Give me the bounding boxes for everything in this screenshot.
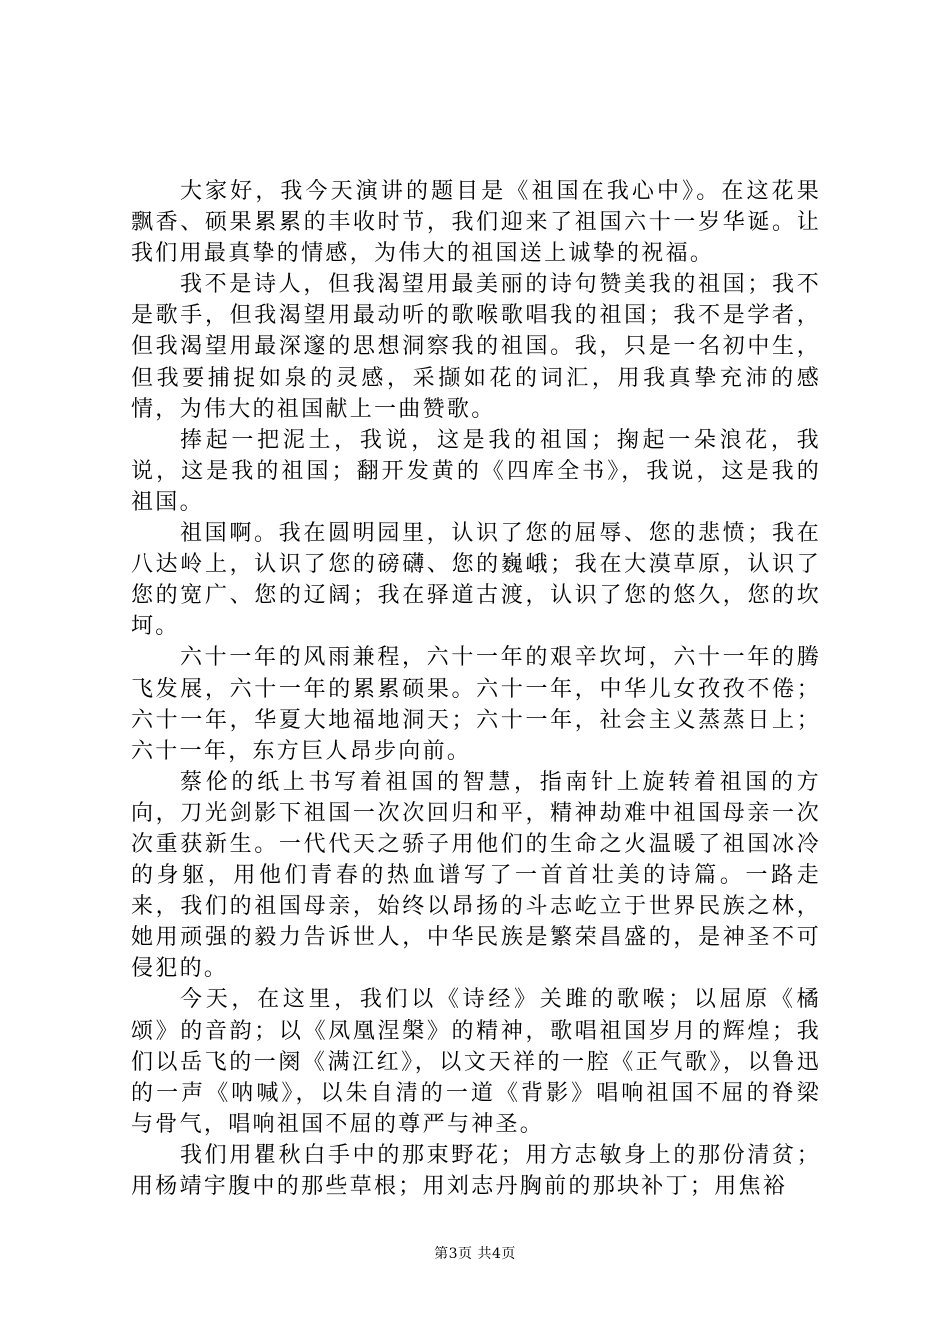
paragraph-1: 大家好，我今天演讲的题目是《祖国在我心中》。在这花果飘香、硕果累累的丰收时节，我们迎来了祖国六十一岁华诞。让我们用最真挚的情感，为伟大的祖国送上诚挚的祝福。 [131,179,821,267]
paragraph-7: 今天，在这里，我们以《诗经》关雎的歌喉；以屈原《橘颂》的音韵；以《凤凰涅槃》的精神，歌唱祖国岁月的辉煌；我们以岳飞的一阕《满江红》，以文天祥的一腔《正气歌》，以鲁迅的一声《呐喊》，以朱自清的一道《背影》唱响祖国不屈的脊梁与骨气，唱响祖国不屈的尊严与神圣。 [131,987,821,1137]
paragraph-6: 蔡伦的纸上书写着祖国的智慧，指南针上旋转着祖国的方向，刀光剑影下祖国一次次回归和平，精神劫难中祖国母亲一次次重获新生。一代代天之骄子用他们的生命之火温暖了祖国冰冷的身躯，用他们青春的热血谱写了一首首壮美的诗篇。一路走来，我们的祖国母亲，始终以昂扬的斗志屹立于世界民族之林，她用顽强的毅力告诉世人，中华民族是繁荣昌盛的，是神圣不可侵犯的。 [131,769,821,982]
paragraph-8: 我们用瞿秋白手中的那束野花；用方志敏身上的那份清贫；用杨靖宇腹中的那些草根；用刘志丹胸前的那块补丁；用焦裕 [131,1142,821,1199]
paragraph-5: 六十一年的风雨兼程，六十一年的艰辛坎坷，六十一年的腾飞发展，六十一年的累累硕果。六十一年，中华儿女孜孜不倦；六十一年，华夏大地福地洞天；六十一年，社会主义蒸蒸日上；六十一年，东方巨人昂步向前。 [131,645,821,764]
page-number-footer: 第3页 共4页 [434,1246,516,1262]
paragraph-3: 捧起一把泥土，我说，这是我的祖国；掬起一朵浪花，我说，这是我的祖国；翻开发黄的《四库全书》，我说，这是我的祖国。 [131,427,821,515]
paragraph-4: 祖国啊。我在圆明园里，认识了您的屈辱、您的悲愤；我在八达岭上，认识了您的磅礴、您的巍峨；我在大漠草原，认识了您的宽广、您的辽阔；我在驿道古渡，认识了您的悠久，您的坎坷。 [131,521,821,640]
speech-body [131,176,821,1202]
paragraph-2: 我不是诗人，但我渴望用最美丽的诗句赞美我的祖国；我不是歌手，但我渴望用最动听的歌喉歌唱我的祖国；我不是学者，但我渴望用最深邃的思想洞察我的祖国。我，只是一名初中生，但我要捕捉如泉的灵感，采撷如花的词汇，用我真挚充沛的感情，为伟大的祖国献上一曲赞歌。 [131,272,821,422]
